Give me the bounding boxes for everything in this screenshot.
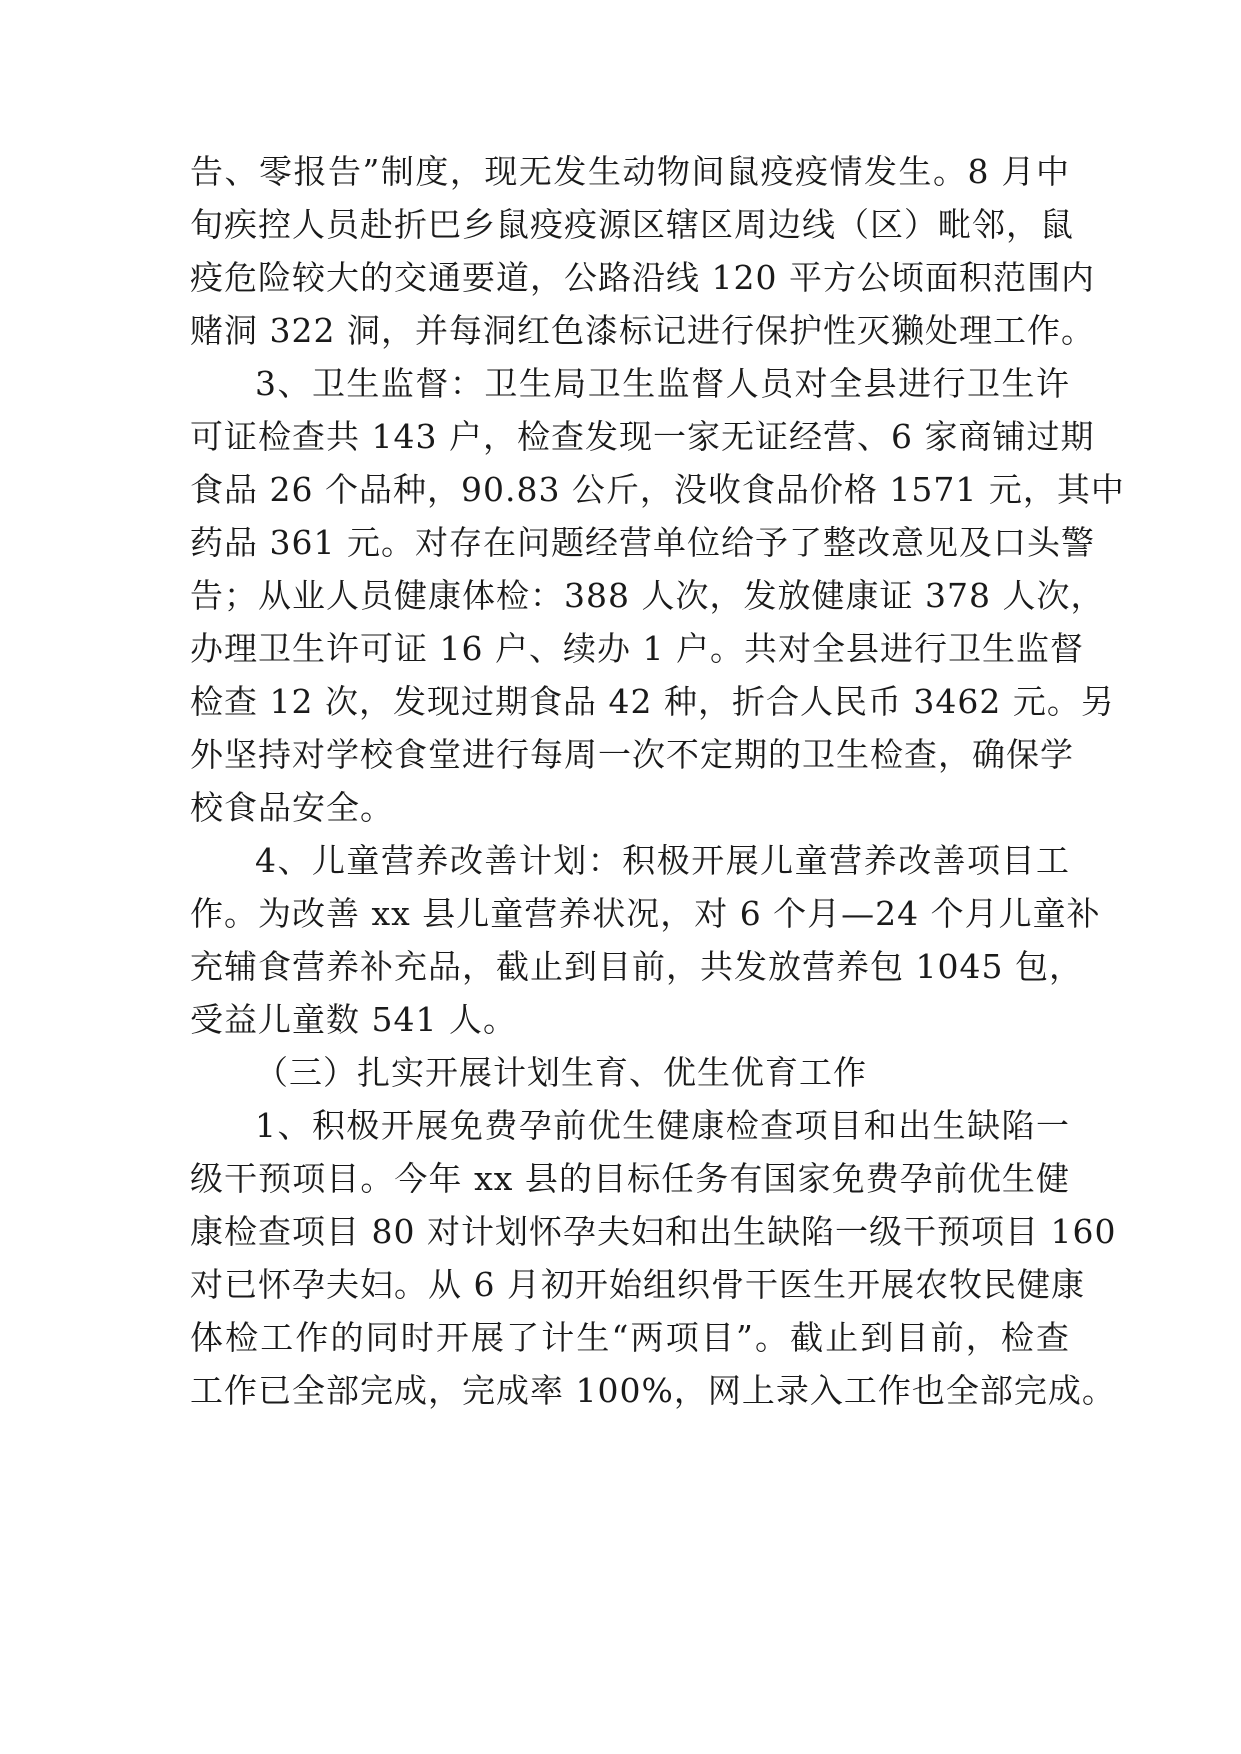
paragraph-2-line-8: 外坚持对学校食堂进行每周一次不定期的卫生检查，确保学 xyxy=(190,735,1074,774)
paragraph-5-line-5: 体检工作的同时开展了计生“两项目”。截止到目前，检查 xyxy=(190,1318,1070,1357)
paragraph-5-line-3: 康检查项目 80 对计划怀孕夫妇和出生缺陷一级干预项目 160 xyxy=(190,1212,1117,1251)
paragraph-2-line-9: 校食品安全。 xyxy=(190,788,394,827)
paragraph-3-line-2: 作。为改善 xx 县儿童营养状况，对 6 个月—24 个月儿童补 xyxy=(190,894,1101,933)
paragraph-2-line-1: 3、卫生监督：卫生局卫生监督人员对全县进行卫生许 xyxy=(255,364,1070,403)
paragraph-5-line-4: 对已怀孕夫妇。从 6 月初开始组织骨干医生开展农牧民健康 xyxy=(190,1265,1085,1304)
paragraph-2-line-4: 药品 361 元。对存在问题经营单位给予了整改意见及口头警 xyxy=(190,523,1095,562)
paragraph-2-line-2: 可证检查共 143 户，检查发现一家无证经营、6 家商铺过期 xyxy=(190,417,1095,456)
paragraph-2-line-5: 告；从业人员健康体检：388 人次，发放健康证 378 人次， xyxy=(190,576,1105,615)
paragraph-3-line-3: 充辅食营养补充品，截止到目前，共发放营养包 1045 包， xyxy=(190,947,1083,986)
paragraph-5-line-1: 1、积极开展免费孕前优生健康检查项目和出生缺陷一 xyxy=(255,1106,1070,1145)
paragraph-3-line-4: 受益儿童数 541 人。 xyxy=(190,1000,517,1039)
paragraph-1-line-4: 赌洞 322 洞，并每洞红色漆标记进行保护性灭獭处理工作。 xyxy=(190,311,1095,350)
paragraph-1-line-3: 疫危险较大的交通要道，公路沿线 120 平方公顷面积范围内 xyxy=(190,258,1095,297)
paragraph-2-line-7: 检查 12 次，发现过期食品 42 种，折合人民币 3462 元。另 xyxy=(190,682,1115,721)
paragraph-1-line-1: 告、零报告”制度，现无发生动物间鼠疫疫情发生。8 月中 xyxy=(190,152,1070,191)
paragraph-2-line-6: 办理卫生许可证 16 户、续办 1 户。共对全县进行卫生监督 xyxy=(190,629,1084,668)
paragraph-1-line-2: 旬疾控人员赴折巴乡鼠疫疫源区辖区周边线（区）毗邻，鼠 xyxy=(190,205,1074,244)
paragraph-3-line-1: 4、儿童营养改善计划：积极开展儿童营养改善项目工 xyxy=(255,841,1070,880)
section-heading: （三）扎实开展计划生育、优生优育工作 xyxy=(255,1053,867,1092)
paragraph-5-line-6: 工作已全部完成，完成率 100%，网上录入工作也全部完成。 xyxy=(190,1371,1116,1410)
paragraph-2-line-3: 食品 26 个品种，90.83 公斤，没收食品价格 1571 元，其中 xyxy=(190,470,1125,509)
paragraph-5-line-2: 级干预项目。今年 xx 县的目标任务有国家免费孕前优生健 xyxy=(190,1159,1070,1198)
